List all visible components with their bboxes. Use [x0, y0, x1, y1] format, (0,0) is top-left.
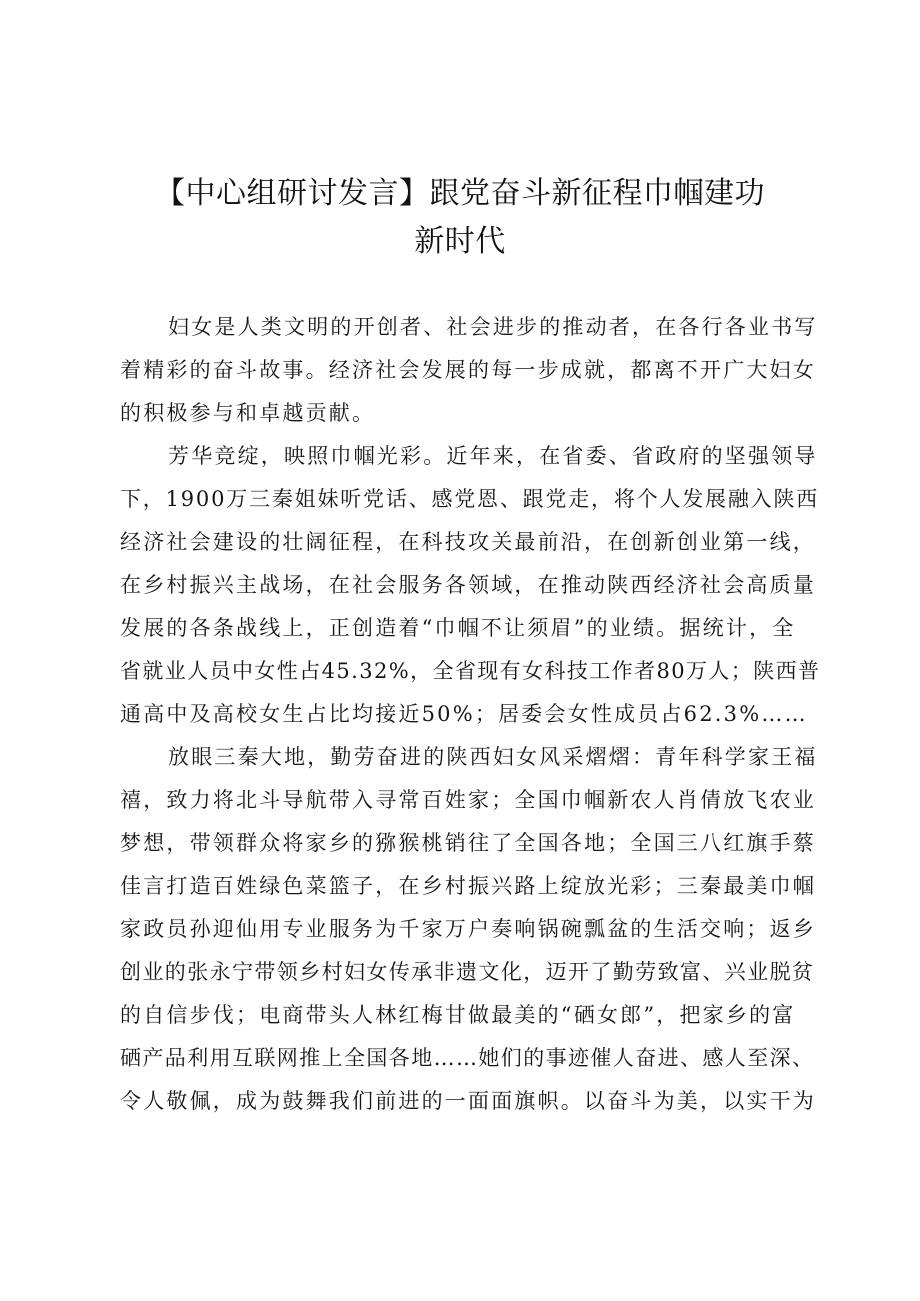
paragraph-line: 的自信步伐；电商带头人林红梅甘做最美的“硒女郎”，把家乡的富: [120, 1003, 796, 1027]
document-title-line-2: 新时代: [414, 224, 506, 259]
paragraph-line: 省就业人员中女性占45.32%，全省现有女科技工作者80万人；陕西普: [120, 659, 821, 683]
paragraph-line: 创业的张永宁带领乡村妇女传承非遗文化，迈开了勤劳致富、兴业脱贫: [120, 960, 815, 984]
paragraph-line: 梦想，带领群众将家乡的猕猴桃销往了全国各地；全国三八红旗手蔡: [120, 831, 816, 855]
paragraph-line: 经济社会建设的壮阔征程，在科技攻关最前沿，在创新创业第一线，: [120, 530, 816, 554]
paragraph-line: 妇女是人类文明的开创者、社会进步的推动者，在各行各业书写: [168, 315, 818, 339]
document-title-line-1: 【中心组研讨发言】跟党奋斗新征程巾帼建功: [155, 176, 765, 211]
paragraph-line: 在乡村振兴主战场，在社会服务各领域，在推动陕西经济社会高质量: [120, 573, 816, 597]
paragraph-line: 佳言打造百姓绿色菜篮子，在乡村振兴路上绽放光彩；三秦最美巾帼: [120, 874, 816, 898]
paragraph-line: 通高中及高校女生占比均接近50%；居委会女性成员占62.3%……: [120, 702, 808, 726]
paragraph-line: 下，1900万三秦姐妹听党话、感党恩、跟党走，将个人发展融入陕西: [120, 487, 820, 511]
paragraph-line: 着精彩的奋斗故事。经济社会发展的每一步成就，都离不开广大妇女: [120, 358, 816, 382]
paragraph-line: 硒产品利用互联网推上全国各地……她们的事迹催人奋进、感人至深、: [120, 1046, 815, 1070]
paragraph-line: 芳华竞绽，映照巾帼光彩。近年来，在省委、省政府的坚强领导: [168, 444, 818, 468]
paragraph-line: 令人敬佩，成为鼓舞我们前进的一面面旗帜。以奋斗为美，以实干为: [120, 1089, 816, 1113]
paragraph-line: 放眼三秦大地，勤劳奋进的陕西妇女风采熠熠：青年科学家王福: [168, 745, 818, 769]
paragraph-line: 的积极参与和卓越贡献。: [120, 401, 376, 425]
paragraph-line: 禧，致力将北斗导航带入寻常百姓家；全国巾帼新农人肖倩放飞农业: [120, 788, 816, 812]
paragraph-line: 家政员孙迎仙用专业服务为千家万户奏响锅碗瓢盆的生活交响；返乡: [120, 917, 816, 941]
paragraph-line: 发展的各条战线上，正创造着“巾帼不让须眉”的业绩。据统计，全: [120, 616, 796, 640]
